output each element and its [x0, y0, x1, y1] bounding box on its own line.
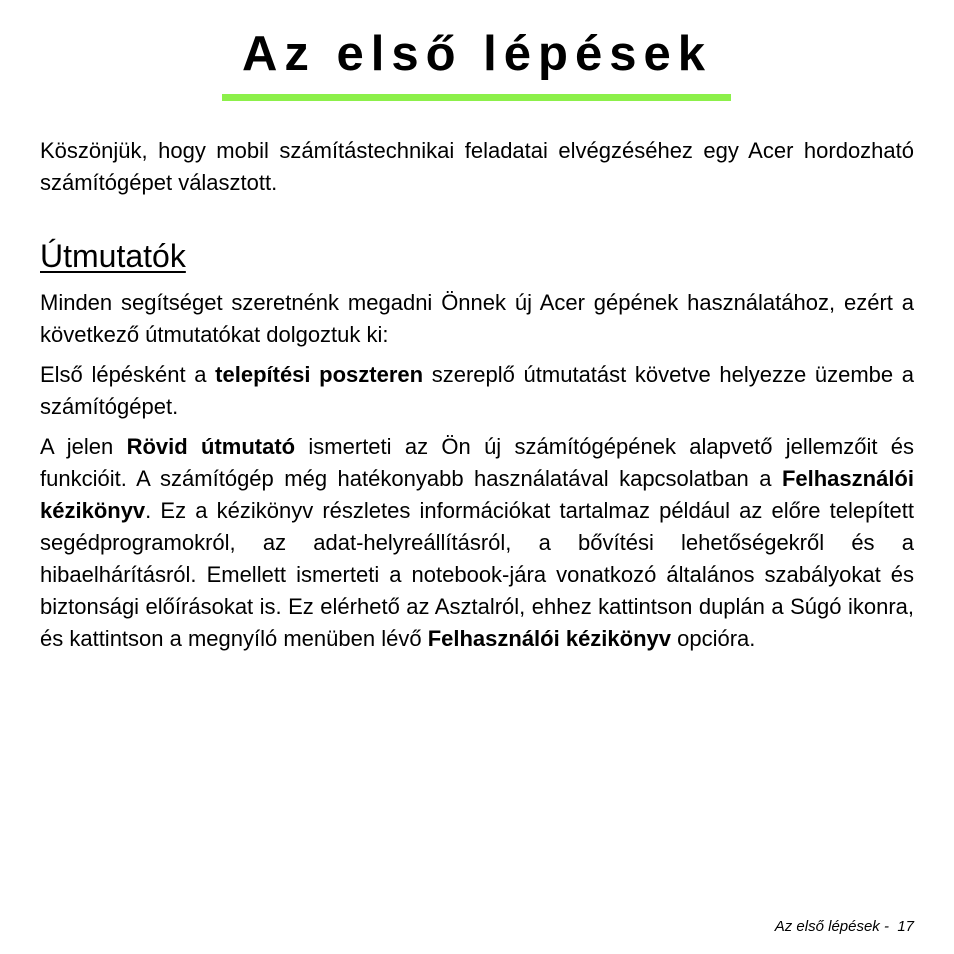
footer-page-number: 17	[897, 918, 914, 935]
user-manual-term: Felhasználói kézikönyv	[427, 626, 671, 651]
footer-separator: -	[879, 918, 898, 935]
intro-paragraph: Köszönjük, hogy mobil számítástechnikai feladatai elvégzéséhez egy Acer hordozható számítógépet választott.	[40, 138, 914, 195]
page-footer	[775, 917, 914, 937]
section-heading-guides: Útmutatók	[40, 238, 186, 274]
paragraph-text: ismerteti az Ön új számítógépének alapvető jellemzőit és funkcióit. A számítógép még hatékonyabb használatával kapcsolatban a	[40, 434, 914, 491]
user-manual-term: Felhasználói kézikönyv	[40, 466, 914, 523]
paragraph-text: Első lépésként a	[40, 362, 216, 387]
paragraph-text: . Ez a kézikönyv részletes információkat tartalmaz például az előre telepített segédprogramokról, az adat-helyreállításról, a bővítési lehetőségekről és a hibaelhárításról. Emellett ismerteti a notebook-jára vonatkozó általános szabályokat és biztonsági előírásokat is. Ez elérhető az Asztalról, ehhez kattintson duplán a Súgó ikonra, és kattintson a megnyíló menüben lévő	[40, 498, 914, 651]
guides-paragraph-3	[40, 431, 914, 655]
paragraph-text: opcióra.	[671, 626, 756, 651]
setup-poster-term: telepítési poszteren	[215, 362, 424, 387]
page-title: Az első lépések	[242, 27, 712, 81]
guides-paragraph-2	[40, 359, 914, 423]
paragraph-text: szereplő útmutatást követve helyezze üzembe a számítógépet.	[40, 362, 915, 419]
quick-guide-term: Rövid útmutató	[126, 434, 296, 459]
guides-paragraph-1: Minden segítséget szeretnénk megadni Önnek új Acer gépének használatához, ezért a következő útmutatókat dolgoztuk ki:	[40, 290, 914, 347]
paragraph-text: A jelen	[40, 434, 127, 459]
footer-section-name: Az első lépések	[774, 918, 880, 935]
title-underline-bar	[222, 94, 731, 101]
page-content	[40, 135, 914, 663]
